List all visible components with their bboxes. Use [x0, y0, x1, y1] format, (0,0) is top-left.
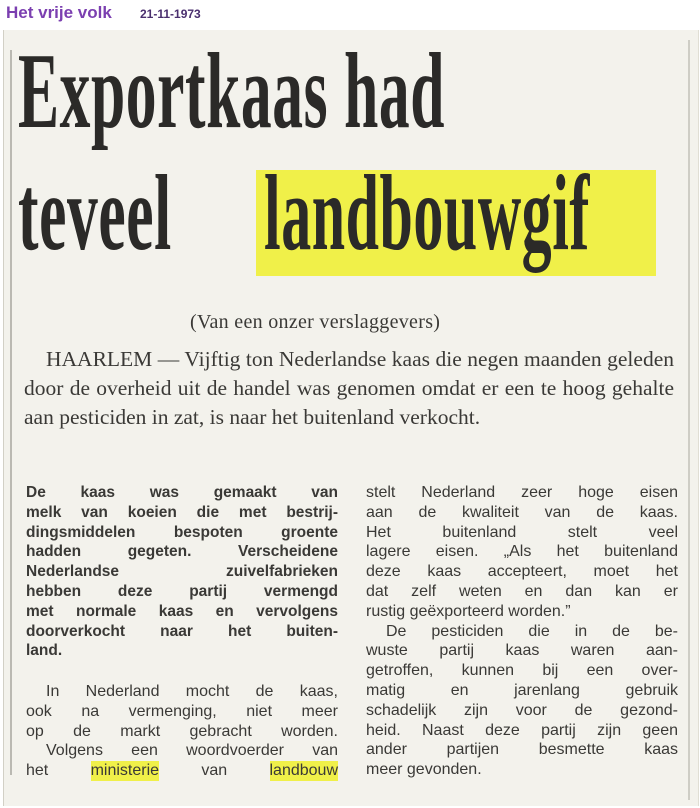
text-line: land.: [26, 642, 63, 660]
text-line: meer gevonden.: [366, 761, 482, 779]
text-line: In Nederland mocht de kaas,: [46, 683, 338, 700]
text-line: matig en jarenlang gebruik: [366, 681, 678, 699]
column-2-body: [366, 483, 678, 780]
lead-text: HAARLEM — Vijftig ton Nederlandse kaas die negen maanden geleden door de overheid uit de handel was genomen omdat er een te hoog gehalte aan pesticiden in zat, is naar het buitenland verkocht.: [24, 347, 674, 429]
word: van: [201, 762, 228, 780]
text-line: hebben deze partij vermengd: [26, 582, 338, 600]
text-line: op de markt gebracht worden.: [26, 722, 338, 740]
text-line: lagere eisen. „Als het buitenland: [366, 543, 678, 561]
text-line: deze kaas accepteert, moet het: [366, 563, 678, 581]
text-line: getroffen, kunnen bij een over-: [366, 662, 678, 680]
text-line: rustig geëxporteerd worden.”: [366, 602, 571, 620]
lead-paragraph: [24, 345, 674, 432]
text-line: met normale kaas en vervolgens: [26, 602, 338, 620]
headline-line-2-start: teveel: [18, 154, 172, 273]
text-line: schadelijk zijn voor de gezond-: [366, 701, 678, 719]
text-line-highlighted: [26, 761, 338, 781]
headline-line-1: Exportkaas had: [18, 32, 446, 151]
text-line: melk van koeien die met bestrij-: [26, 503, 338, 521]
text-line: wuste partij kaas waren aan-: [366, 642, 678, 660]
highlighted-word-landbouw: landbouw: [269, 762, 338, 780]
text-line: De pesticiden die in de be-: [386, 622, 678, 640]
text-line: De kaas was gemaakt van: [26, 484, 338, 501]
text-line: heid. Naast deze partij zijn geen: [366, 721, 678, 739]
column-1-bold-intro: [26, 483, 338, 661]
text-line: Het buitenland stelt veel: [366, 523, 678, 541]
text-line: ook na vermenging, niet meer: [26, 702, 338, 720]
column-rule-right: [688, 40, 690, 800]
newspaper-title[interactable]: Het vrije volk: [6, 3, 112, 22]
byline: (Van een onzer verslaggevers): [190, 311, 441, 333]
text-line: doorverkocht naar het buiten-: [26, 622, 338, 640]
text-line: dat zelf weten en dan kan er: [366, 582, 678, 600]
word: het: [26, 762, 49, 780]
text-line: Volgens een woordvoerder van: [46, 742, 338, 760]
text-line: hadden gegeten. Verscheidene: [26, 543, 338, 561]
publication-date: 21-11-1973: [140, 7, 201, 21]
archive-header: [0, 0, 700, 30]
text-line: stelt Nederland zeer hoge eisen: [366, 484, 678, 501]
text-line: dingsmiddelen bespoten groente: [26, 523, 338, 541]
text-line: Nederlandse zuivelfabrieken: [26, 563, 338, 581]
column-rule-left: [10, 50, 12, 775]
headline-line-2-highlighted: landbouwgif: [264, 154, 590, 273]
column-1-body: [26, 682, 338, 781]
text-line: ander partijen besmette kaas: [366, 741, 678, 759]
highlighted-word-ministerie: ministerie: [90, 762, 160, 780]
text-line: aan de kwaliteit van de kaas.: [366, 503, 678, 521]
